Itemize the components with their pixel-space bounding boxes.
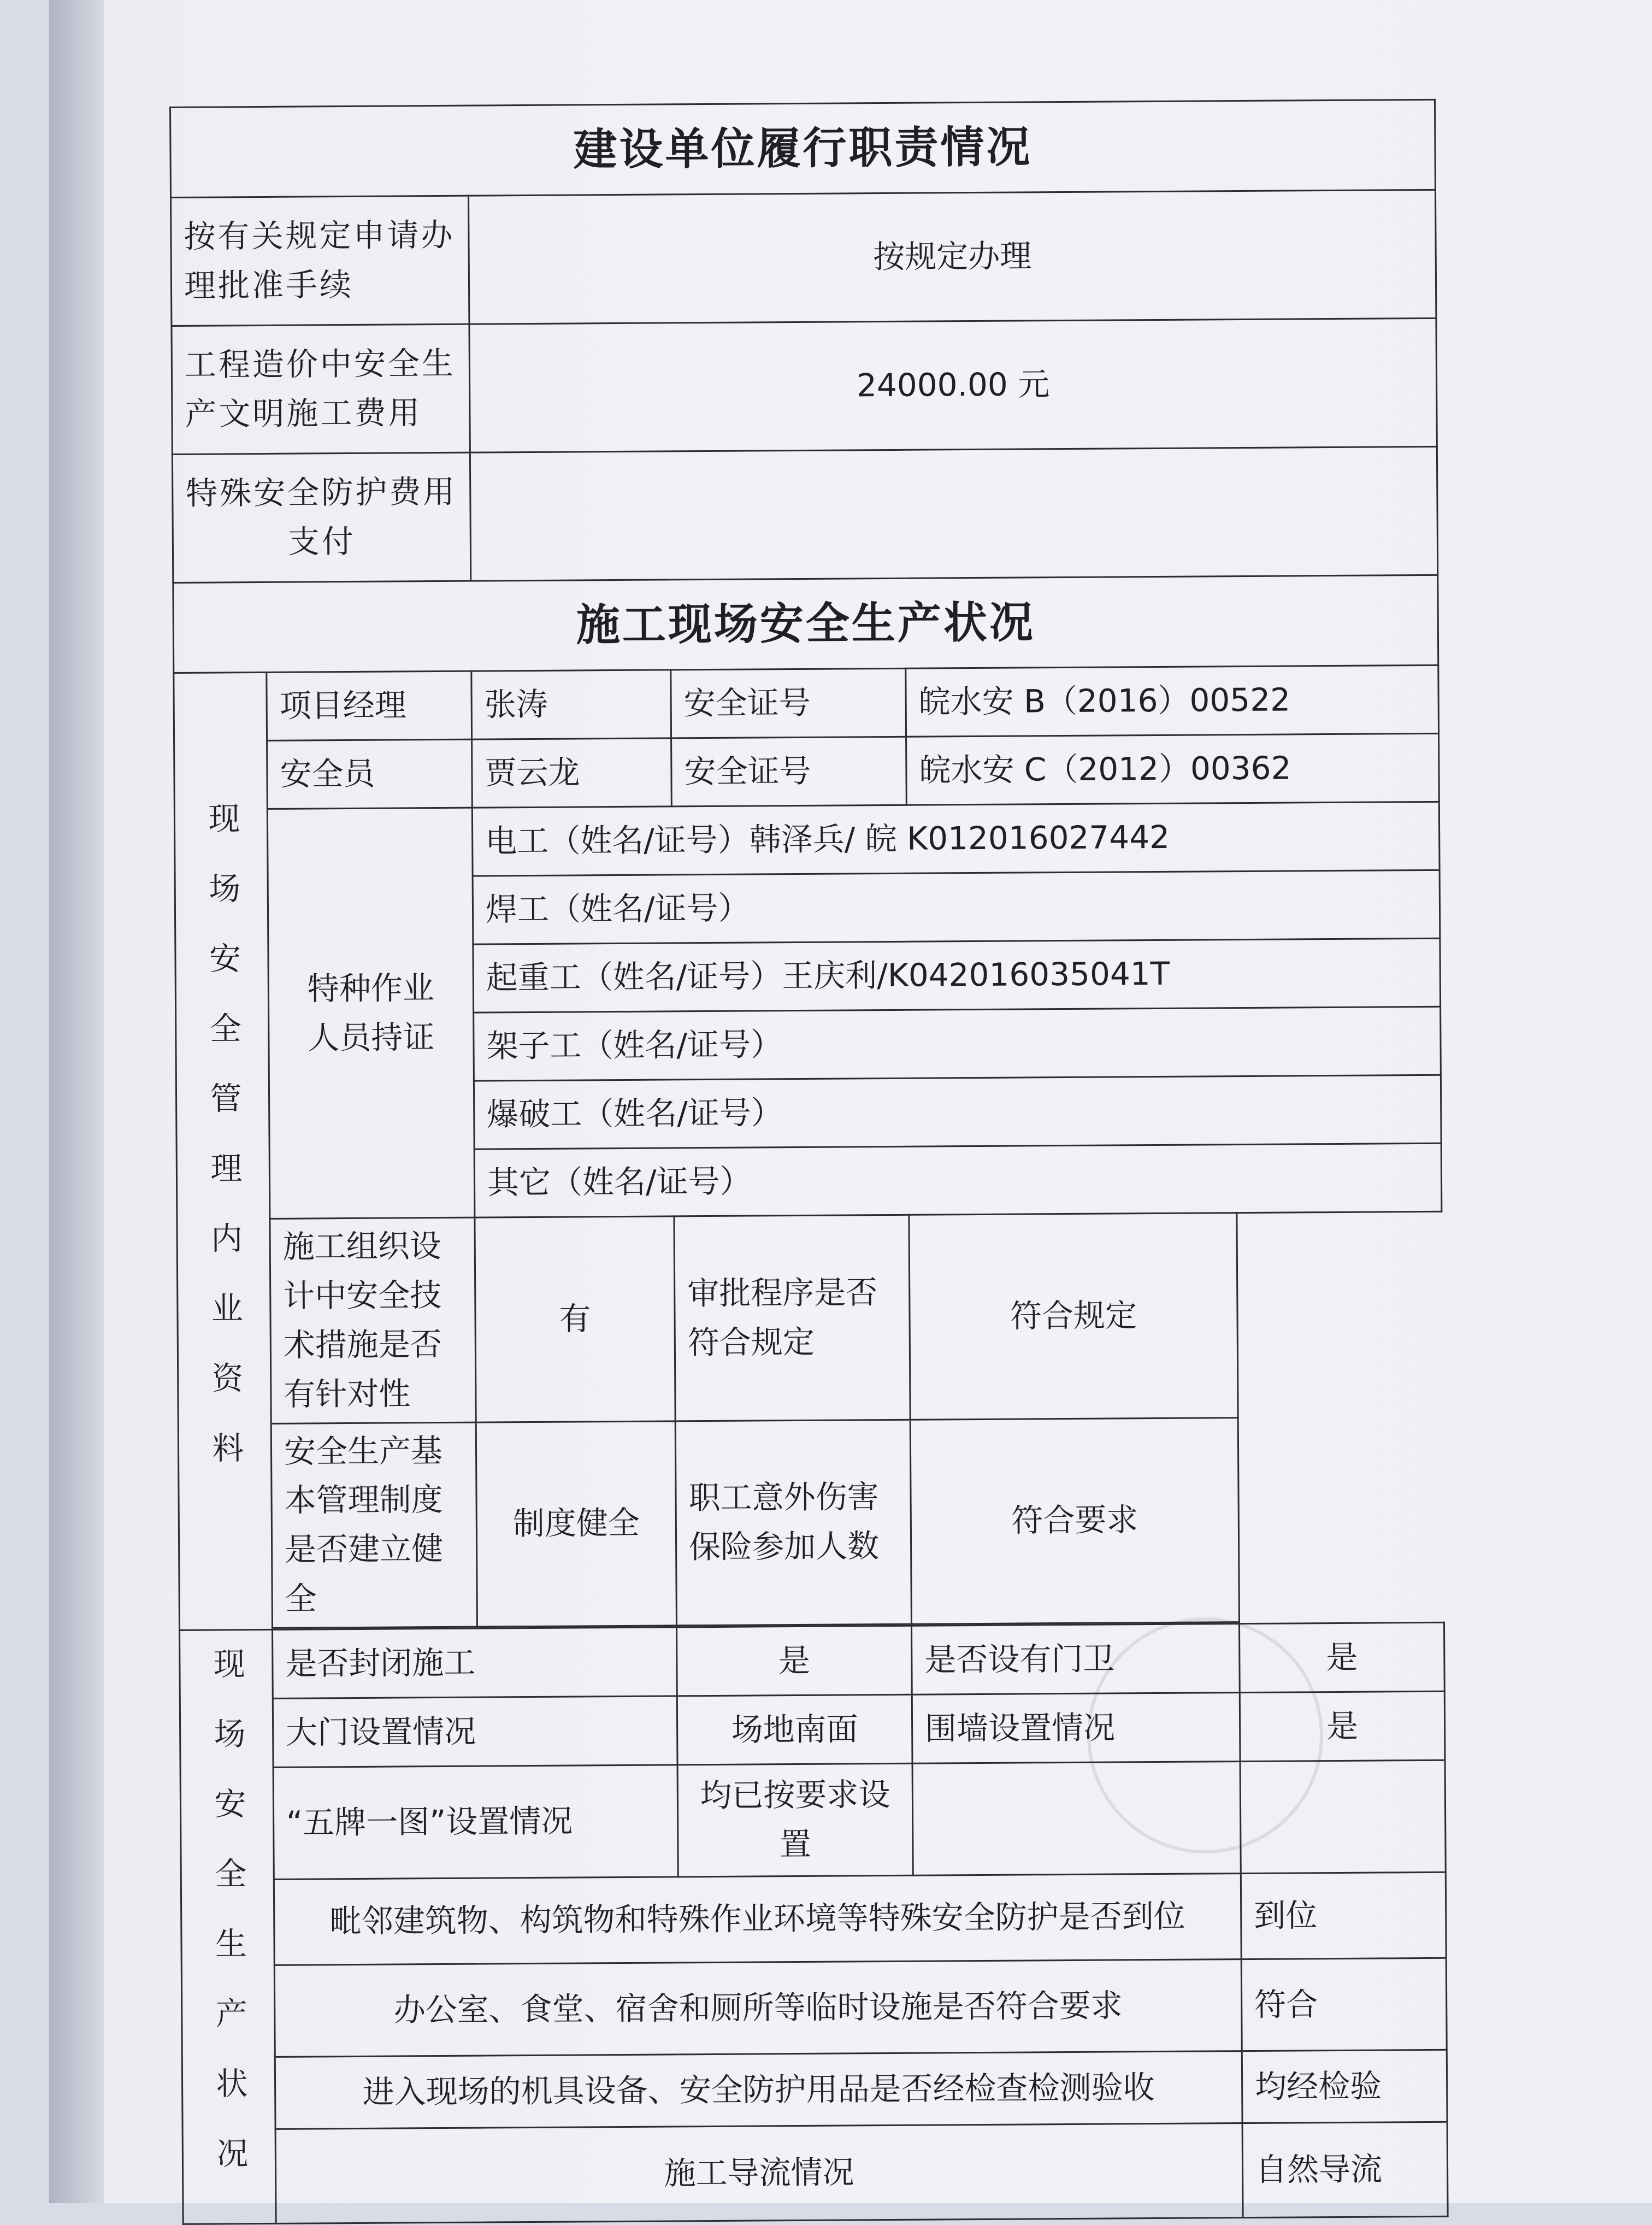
special-worker-row: 焊工（姓名/证号） [473,870,1440,944]
site-wide-question: 进入现场的机具设备、安全防护用品是否经检查检测验收 [275,2051,1242,2129]
approval-label: 按有关规定申请办理批准手续 [171,196,469,326]
special-worker-row: 电工（姓名/证号）韩泽兵/ 皖 K012016027442 [472,802,1439,876]
special-protection-fee-value [470,446,1437,581]
duty-form-table [169,99,1449,2225]
special-protection-fee-label: 特殊安全防护费用支付 [172,452,470,582]
section1-title: 建设单位履行职责情况 [170,99,1436,197]
group-site-status-label: 现场安全生产状况 [180,1630,276,2224]
site-wide-question: 毗邻建筑物、构筑物和特殊作业环境等特殊安全防护是否到位 [274,1873,1241,1965]
site-question: 大门设置情况 [273,1696,677,1768]
staff-name: 张涛 [471,670,671,739]
site-question: 是否封闭施工 [273,1627,677,1699]
site-answer: 是 [1240,1691,1445,1761]
section2-title: 施工现场安全生产状况 [173,575,1438,673]
site-wide-answer: 均经检验 [1242,2050,1447,2123]
doc-answer: 制度健全 [476,1421,676,1627]
site-wide-answer: 到位 [1241,1872,1446,1959]
special-workers-label: 特种作业人员持证 [267,808,475,1219]
site-answer [1240,1761,1446,1874]
staff-role: 安全员 [267,739,473,809]
site-wide-question: 办公室、食堂、宿舍和厕所等临时设施是否符合要求 [274,1959,1242,2057]
site-wide-answer: 自然导流 [1242,2122,1448,2218]
safety-fee-label: 工程造价中安全生产文明施工费用 [172,324,470,454]
doc-question: 审批程序是否符合规定 [674,1215,910,1421]
staff-cert-label: 安全证号 [671,668,906,738]
doc-answer: 有 [475,1216,675,1422]
site-wide-answer: 符合 [1241,1958,1447,2051]
site-wide-question: 施工导流情况 [275,2123,1243,2223]
approval-value: 按规定办理 [469,190,1436,324]
staff-cert-label: 安全证号 [671,737,907,807]
doc-answer: 符合规定 [909,1213,1238,1420]
staff-role: 项目经理 [267,671,472,740]
special-worker-row: 架子工（姓名/证号） [474,1006,1441,1081]
doc-question: 安全生产基本管理制度是否建立健全 [271,1422,477,1628]
doc-answer: 符合要求 [910,1417,1239,1624]
site-answer: 均已按要求设置 [677,1763,913,1876]
group-internal-docs-label: 现场安全管理内业资料 [174,672,273,1630]
site-answer: 是 [1239,1622,1444,1692]
site-question: 围墙设置情况 [912,1693,1240,1764]
special-worker-row: 爆破工（姓名/证号） [474,1075,1441,1149]
site-answer: 场地南面 [677,1694,912,1765]
page-fold-shadow [49,0,104,2203]
doc-question: 施工组织设计中安全技术措施是否有针对性 [270,1217,476,1423]
site-question [912,1762,1241,1875]
doc-question: 职工意外伤害保险参加人数 [675,1420,911,1626]
staff-name: 贾云龙 [472,738,672,808]
site-question: “五牌一图”设置情况 [273,1765,678,1879]
staff-cert: 皖水安 C（2012）00362 [906,733,1439,805]
special-worker-row: 起重工（姓名/证号）王庆利/K042016035041T [473,938,1441,1013]
safety-fee-value: 24000.00 元 [469,318,1437,452]
special-worker-row: 其它（姓名/证号） [474,1143,1442,1217]
staff-cert: 皖水安 B（2016）00522 [906,665,1439,737]
site-question: 是否设有门卫 [912,1624,1240,1695]
site-answer: 是 [677,1626,912,1696]
